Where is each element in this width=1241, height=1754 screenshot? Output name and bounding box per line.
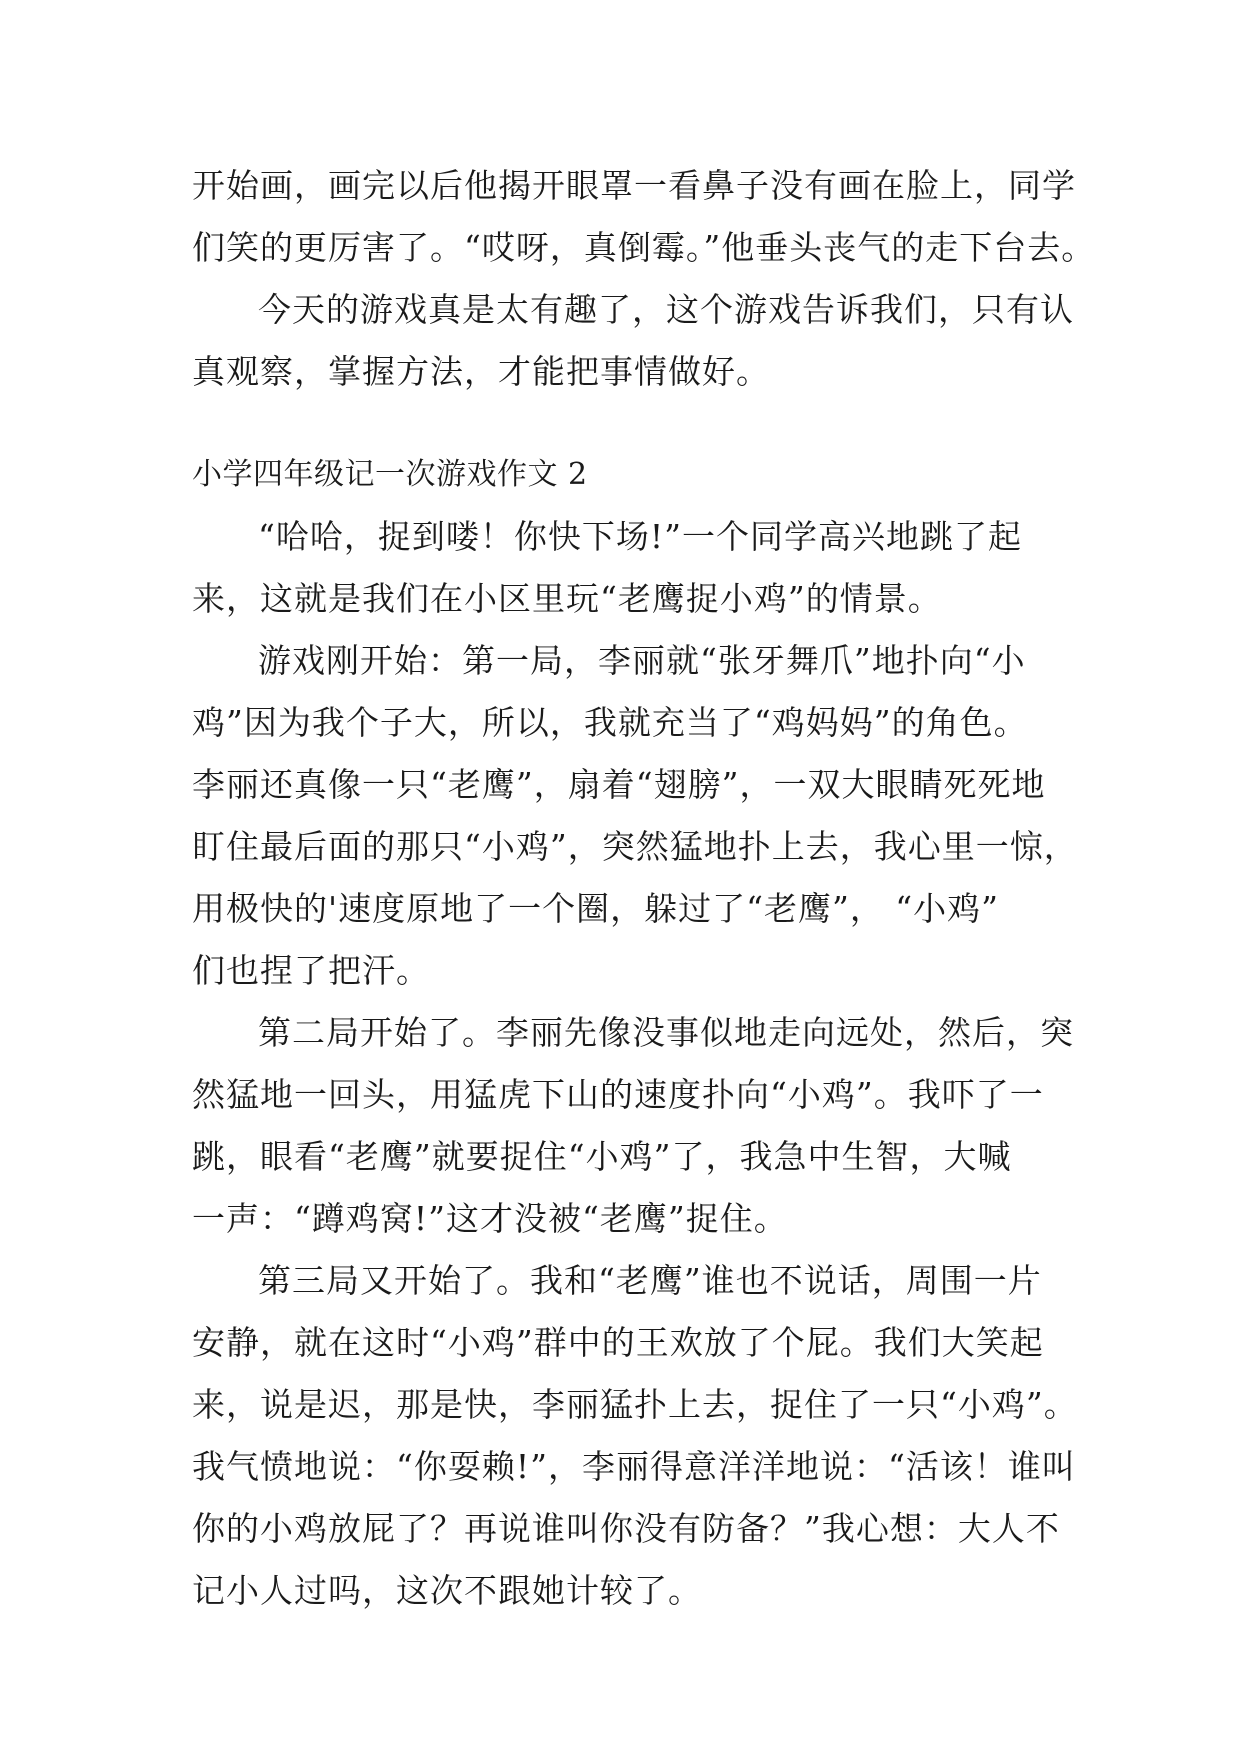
paragraph-line: 盯住最后面的那只“小鸡”，突然猛地扑上去，我心里一惊， (192, 827, 1078, 866)
section-heading: 小学四年级记一次游戏作文 2 (192, 457, 588, 492)
paragraph-line: 们笑的更厉害了。“哎呀，真倒霉。”他垂头丧气的走下台去。 (192, 228, 1096, 267)
paragraph-line: 安静，就在这时“小鸡”群中的王欢放了个屁。我们大笑起 (192, 1323, 1044, 1362)
paragraph-line: 游戏刚开始：第一局，李丽就“张牙舞爪”地扑向“小 (258, 641, 1026, 680)
paragraph-line: 真观察，掌握方法，才能把事情做好。 (192, 352, 770, 391)
paragraph-line: 李丽还真像一只“老鹰”，扇着“翅膀”，一双大眼睛死死地 (192, 765, 1046, 804)
paragraph-line: 们也捏了把汗。 (192, 951, 430, 990)
paragraph-line: 用极快的'速度原地了一个圈，躲过了“老鹰”， “小鸡” (192, 889, 1000, 928)
paragraph-line: 第三局又开始了。我和“老鹰”谁也不说话，周围一片 (258, 1261, 1042, 1300)
paragraph-line: 然猛地一回头，用猛虎下山的速度扑向“小鸡”。我吓了一 (192, 1075, 1044, 1114)
paragraph-line: 一声：“蹲鸡窝!”这才没被“老鹰”捉住。 (192, 1199, 788, 1238)
paragraph-line: 开始画，画完以后他揭开眼罩一看鼻子没有画在脸上，同学 (192, 166, 1076, 205)
paragraph-line: 你的小鸡放屁了？再说谁叫你没有防备？”我心想：大人不 (192, 1509, 1060, 1548)
paragraph-line: “哈哈，捉到喽！你快下场!”一个同学高兴地跳了起 (258, 517, 1023, 556)
paragraph-line: 我气愤地说：“你耍赖!”，李丽得意洋洋地说：“活该！谁叫 (192, 1447, 1076, 1486)
paragraph-line: 鸡”因为我个子大，所以，我就充当了“鸡妈妈”的角色。 (192, 703, 1028, 742)
paragraph-line: 来，说是迟，那是快，李丽猛扑上去，捉住了一只“小鸡”。 (192, 1385, 1078, 1424)
paragraph-line: 跳，眼看“老鹰”就要捉住“小鸡”了，我急中生智，大喊 (192, 1137, 1012, 1176)
paragraph-line: 今天的游戏真是太有趣了，这个游戏告诉我们，只有认 (258, 290, 1074, 329)
paragraph-line: 第二局开始了。李丽先像没事似地走向远处，然后，突 (258, 1013, 1074, 1052)
paragraph-line: 来，这就是我们在小区里玩“老鹰捉小鸡”的情景。 (192, 579, 942, 618)
paragraph-line: 记小人过吗，这次不跟她计较了。 (192, 1571, 702, 1610)
